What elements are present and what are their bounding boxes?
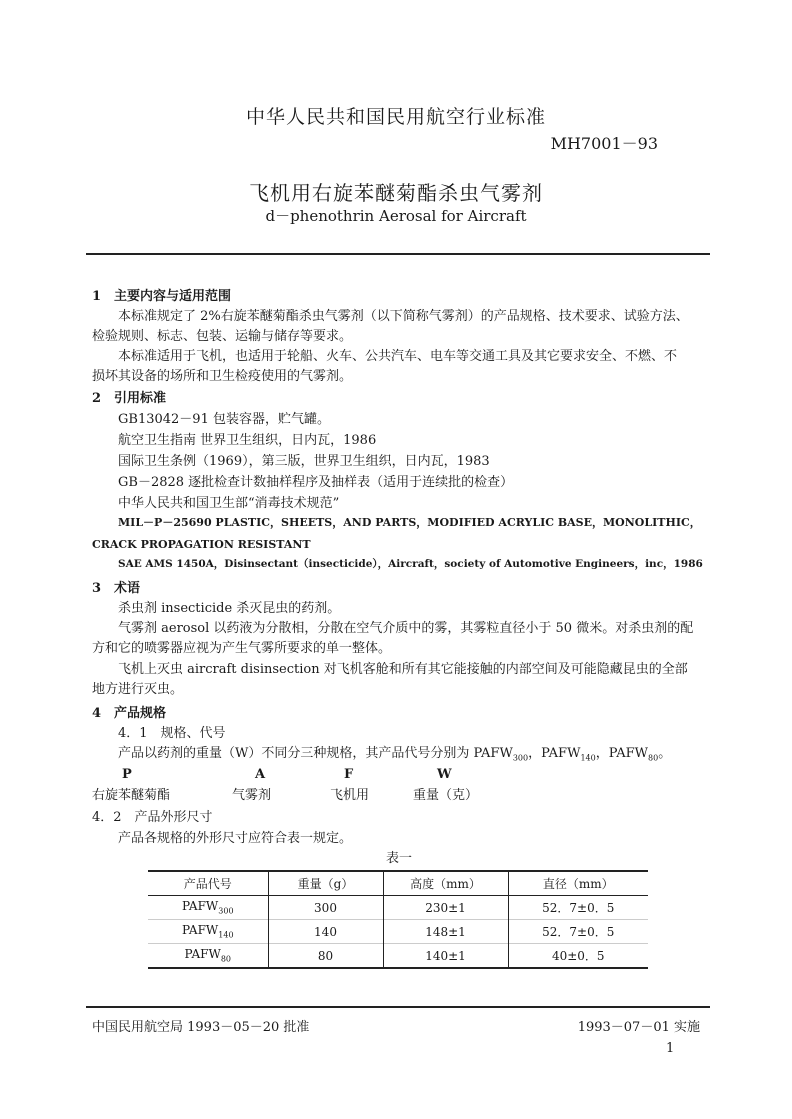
page-number: 1 bbox=[666, 1041, 675, 1056]
section-4-1-heading: 4．1 规格、代号 bbox=[118, 726, 226, 741]
subscript-80: 80 bbox=[648, 753, 659, 763]
header-divider bbox=[86, 253, 710, 255]
subscript-300: 300 bbox=[512, 753, 529, 763]
standard-organization: 中华人民共和国民用航空行业标准 bbox=[245, 106, 546, 128]
reference-3: 国际卫生条例（1969），第三版，世界卫生组织，日内瓦，1983 bbox=[118, 454, 490, 469]
code-letter-a: A bbox=[255, 767, 266, 782]
cell-product-code bbox=[148, 896, 268, 920]
section-1-paragraph-1-line-2: 检验规则、标志、包装、运输与储存等要求。 bbox=[92, 329, 353, 344]
section-2-heading: 2 引用标准 bbox=[92, 391, 167, 406]
sentence-end: 。 bbox=[658, 746, 672, 761]
code-a-description: 气雾剂 bbox=[232, 788, 272, 803]
cell-height: 148±1 bbox=[383, 920, 508, 944]
cell-product-code bbox=[148, 920, 268, 944]
code-f-description: 飞机用 bbox=[330, 788, 370, 803]
term-aerosol-line-2: 方和它的喷雾器应视为产生气雾所要求的单一整体。 bbox=[92, 641, 392, 656]
separator-2: ，PAFW bbox=[595, 746, 649, 761]
footer-divider bbox=[86, 1006, 710, 1008]
code-w-description: 重量（克） bbox=[413, 788, 479, 803]
reference-4: GB－2828 逐批检查计数抽样程序及抽样表（适用于连续批的检查） bbox=[118, 475, 514, 490]
section-3-heading: 3 术语 bbox=[92, 581, 141, 596]
code-p-description: 右旋苯醚菊酯 bbox=[92, 788, 171, 803]
standard-code: MH7001－93 bbox=[550, 134, 658, 153]
cell-diameter: 52．7±0．5 bbox=[508, 896, 648, 920]
cell-diameter: 40±0．5 bbox=[508, 944, 648, 969]
cell-weight: 300 bbox=[268, 896, 383, 920]
separator-1: ，PAFW bbox=[528, 746, 581, 761]
cell-diameter: 52．7±0．5 bbox=[508, 920, 648, 944]
table-header-row bbox=[148, 871, 648, 896]
code-subscript: 300 bbox=[218, 906, 234, 916]
term-disinsection-line-2: 地方进行灭虫。 bbox=[92, 682, 184, 697]
reference-1: GB13042－91 包装容器，贮气罐。 bbox=[118, 412, 330, 427]
cell-weight: 140 bbox=[268, 920, 383, 944]
spec-table bbox=[148, 870, 648, 969]
reference-6-line-1: MIL－P－25690 PLASTIC，SHEETS，AND PARTS，MODIFIED ACRYLIC BASE，MONOLITHIC， bbox=[118, 516, 701, 529]
header-diameter: 直径（mm） bbox=[508, 871, 648, 896]
cell-product-code bbox=[148, 944, 268, 969]
reference-5: 中华人民共和国卫生部“消毒技术规范” bbox=[118, 496, 340, 511]
section-4-2-paragraph: 产品各规格的外形尺寸应符合表一规定。 bbox=[118, 831, 353, 846]
header-height: 高度（mm） bbox=[383, 871, 508, 896]
table-row bbox=[148, 944, 648, 969]
cell-height: 230±1 bbox=[383, 896, 508, 920]
code-text: PAFW bbox=[184, 947, 221, 962]
code-text: PAFW bbox=[181, 899, 219, 914]
product-code-sentence-text: 产品以药剂的重量（W）不同分三种规格，其产品代号分别为 PAFW bbox=[118, 746, 513, 761]
reference-7: SAE AMS 1450A，Disinsectant（insecticide），Aircraft，society of Automotive Engineers，inc，1986 bbox=[118, 558, 703, 570]
reference-2: 航空卫生指南 世界卫生组织，日内瓦，1986 bbox=[118, 433, 377, 448]
table-row bbox=[148, 920, 648, 944]
code-text: PAFW bbox=[181, 923, 219, 938]
document-subtitle: d－phenothrin Aerosal for Aircraft bbox=[265, 207, 527, 225]
section-4-heading: 4 产品规格 bbox=[92, 706, 167, 721]
reference-6-line-2: CRACK PROPAGATION RESISTANT bbox=[92, 538, 311, 551]
section-1-paragraph-2-line-1: 本标准适用于飞机，也适用于轮船、火车、公共汽车、电车等交通工具及其它要求安全、不燃、不 bbox=[118, 349, 678, 364]
product-code-sentence bbox=[118, 745, 671, 768]
document-title: 飞机用右旋苯醚菊酯杀虫气雾剂 bbox=[249, 181, 543, 205]
code-letter-p: P bbox=[122, 767, 132, 782]
section-1-paragraph-1-line-1: 本标准规定了 2%右旋苯醚菊酯杀虫气雾剂（以下简称气雾剂）的产品规格、技术要求、试验方法、 bbox=[118, 309, 689, 324]
term-aerosol-line-1: 气雾剂 aerosol 以药液为分散相，分散在空气介质中的雾，其雾粒直径小于 50 微米。对杀虫剂的配 bbox=[118, 621, 694, 636]
effective-date: 1993－07－01 实施 bbox=[577, 1020, 700, 1035]
code-subscript: 140 bbox=[218, 930, 234, 940]
cell-height: 140±1 bbox=[383, 944, 508, 969]
cell-weight: 80 bbox=[268, 944, 383, 969]
code-letter-f: F bbox=[344, 767, 354, 782]
section-4-2-heading: 4．2 产品外形尺寸 bbox=[92, 810, 213, 825]
term-disinsection-line-1: 飞机上灭虫 aircraft disinsection 对飞机客舱和所有其它能接触的内部空间及可能隐藏昆虫的全部 bbox=[118, 662, 688, 677]
section-1-heading: 1 主要内容与适用范围 bbox=[92, 289, 232, 304]
approval-line: 中国民用航空局 1993－05－20 批准 bbox=[92, 1020, 310, 1035]
code-letter-w: W bbox=[437, 767, 452, 782]
table-row bbox=[148, 896, 648, 920]
header-product-code: 产品代号 bbox=[148, 871, 268, 896]
code-subscript: 80 bbox=[220, 954, 231, 964]
table-caption: 表一 bbox=[386, 851, 413, 866]
header-weight: 重量（g） bbox=[268, 871, 383, 896]
section-1-paragraph-2-line-2: 损坏其设备的场所和卫生检疫使用的气雾剂。 bbox=[92, 369, 353, 384]
subscript-140: 140 bbox=[580, 753, 596, 763]
term-insecticide: 杀虫剂 insecticide 杀灭昆虫的药剂。 bbox=[118, 601, 341, 616]
